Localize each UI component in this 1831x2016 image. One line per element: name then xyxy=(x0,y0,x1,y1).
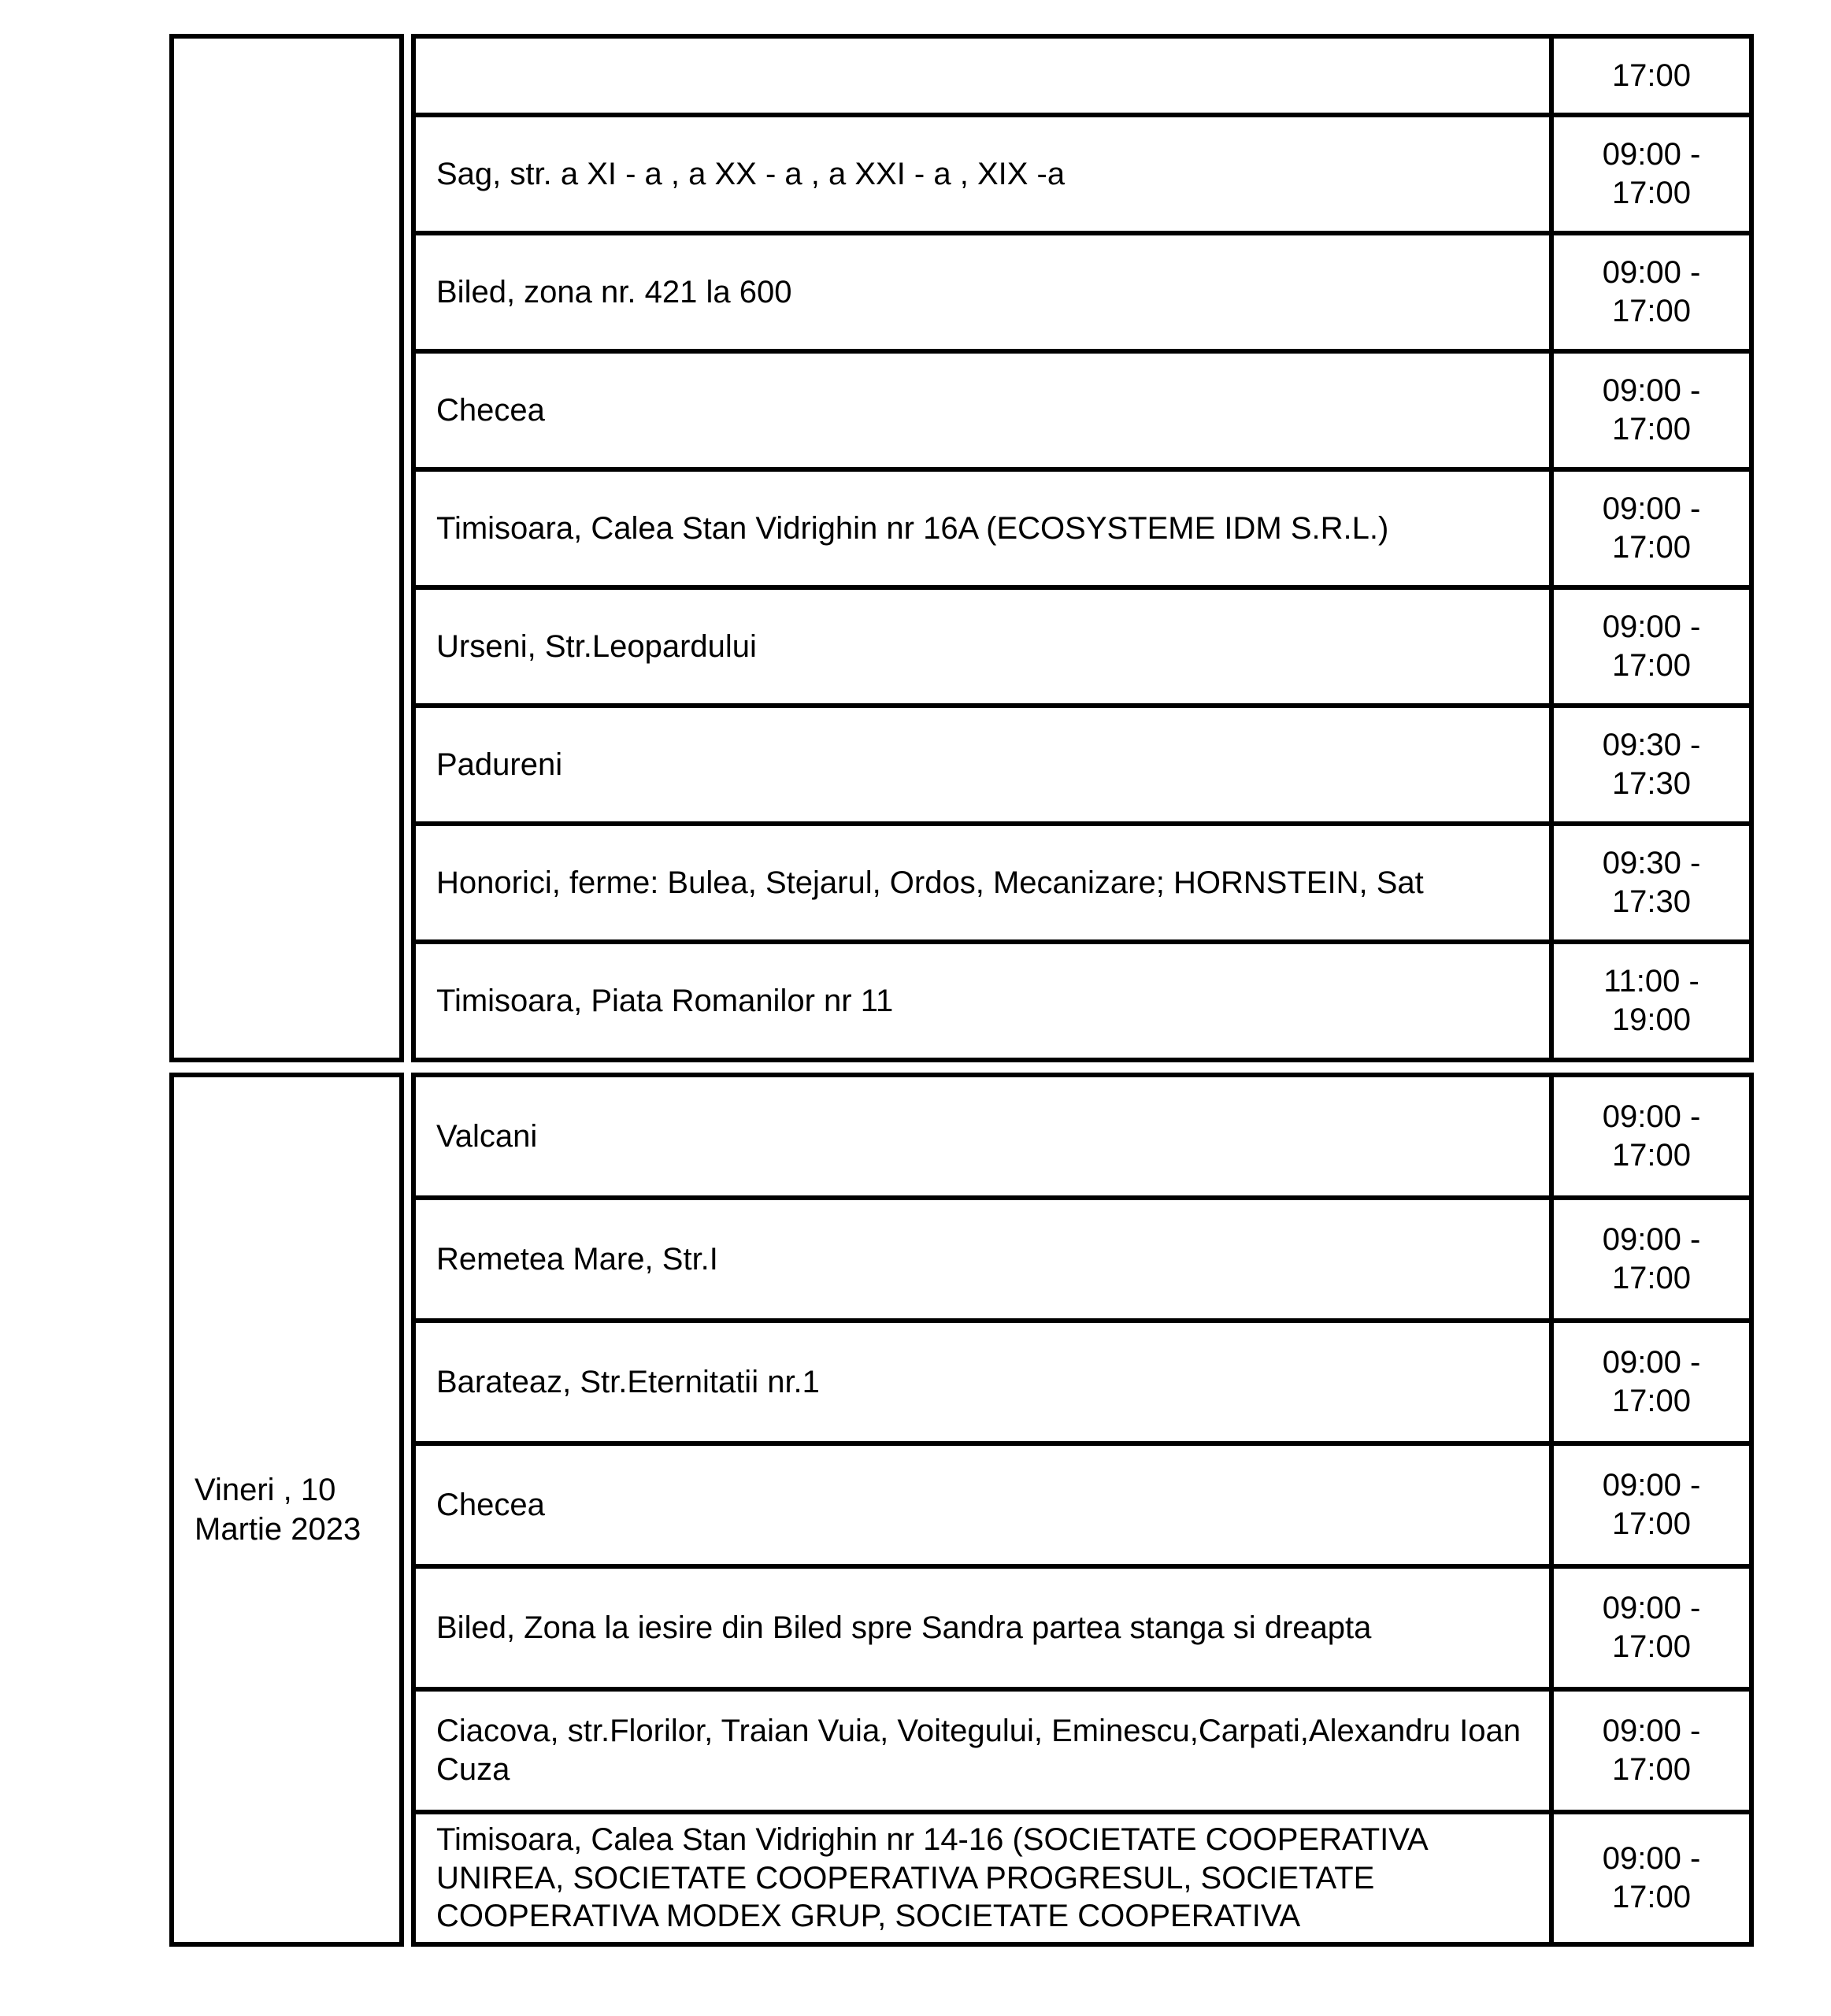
location-cell: Biled, zona nr. 421 la 600 xyxy=(411,231,1554,354)
time-cell: 09:00 - 17:00 xyxy=(1549,1441,1754,1569)
location-cell: Valcani xyxy=(411,1073,1554,1200)
location-cell: Urseni, Str.Leopardului xyxy=(411,585,1554,708)
date-cell xyxy=(169,1073,404,1947)
table-row xyxy=(411,34,1754,117)
time-cell: 17:00 xyxy=(1549,34,1754,117)
table-row xyxy=(411,821,1754,944)
date-label: Vineri , 10 Martie 2023 xyxy=(195,1473,361,1547)
table-row xyxy=(411,939,1754,1062)
schedule-section-1 xyxy=(169,34,1754,1062)
time-cell: 09:00 - 17:00 xyxy=(1549,231,1754,354)
table-row xyxy=(411,1073,1754,1200)
location-cell: Padureni xyxy=(411,703,1554,826)
location-cell: Remetea Mare, Str.I xyxy=(411,1195,1554,1323)
table-row xyxy=(411,703,1754,826)
schedule-table xyxy=(169,34,1754,1947)
schedule-section-2 xyxy=(169,1073,1754,1947)
location-cell: Timisoara, Calea Stan Vidrighin nr 14-16 (SOCIETATE COOPERATIVA UNIREA, SOCIETATE COOPERATIVA PROGRESUL, SOCIETATE COOPERATIVA MODEX GRUP, SOCIETATE COOPERATIVA xyxy=(411,1810,1554,1947)
rows-grid xyxy=(411,34,1754,1062)
time-cell: 09:00 - 17:00 xyxy=(1549,1564,1754,1692)
rows-grid xyxy=(411,1073,1754,1947)
table-row xyxy=(411,1687,1754,1814)
location-cell: Checea xyxy=(411,1441,1554,1569)
table-row xyxy=(411,113,1754,235)
location-cell: Honorici, ferme: Bulea, Stejarul, Ordos, Mecanizare; HORNSTEIN, Sat xyxy=(411,821,1554,944)
time-cell: 09:00 - 17:00 xyxy=(1549,1687,1754,1814)
time-cell: 09:00 - 17:00 xyxy=(1549,585,1754,708)
table-row xyxy=(411,467,1754,590)
table-row xyxy=(411,585,1754,708)
location-cell: Timisoara, Calea Stan Vidrighin nr 16A (ECOSYSTEME IDM S.R.L.) xyxy=(411,467,1554,590)
time-cell: 09:00 - 17:00 xyxy=(1549,1073,1754,1200)
location-cell: Checea xyxy=(411,349,1554,472)
time-cell: 09:00 - 17:00 xyxy=(1549,1810,1754,1947)
table-row xyxy=(411,1195,1754,1323)
table-row xyxy=(411,1810,1754,1947)
table-row xyxy=(411,349,1754,472)
table-row xyxy=(411,1564,1754,1692)
time-cell: 09:00 - 17:00 xyxy=(1549,349,1754,472)
time-cell: 09:30 - 17:30 xyxy=(1549,821,1754,944)
time-cell: 09:00 - 17:00 xyxy=(1549,467,1754,590)
time-cell: 09:00 - 17:00 xyxy=(1549,1318,1754,1446)
time-cell: 09:30 - 17:30 xyxy=(1549,703,1754,826)
date-cell xyxy=(169,34,404,1062)
table-row xyxy=(411,1441,1754,1569)
location-cell: Timisoara, Piata Romanilor nr 11 xyxy=(411,939,1554,1062)
location-cell: Sag, str. a XI - a , a XX - a , a XXI - a , XIX -a xyxy=(411,113,1554,235)
table-row xyxy=(411,231,1754,354)
table-row xyxy=(411,1318,1754,1446)
time-cell: 11:00 - 19:00 xyxy=(1549,939,1754,1062)
location-cell: Ciacova, str.Florilor, Traian Vuia, Voitegului, Eminescu,Carpati,Alexandru Ioan Cuza xyxy=(411,1687,1554,1814)
location-cell: Biled, Zona la iesire din Biled spre Sandra partea stanga si dreapta xyxy=(411,1564,1554,1692)
time-cell: 09:00 - 17:00 xyxy=(1549,113,1754,235)
time-cell: 09:00 - 17:00 xyxy=(1549,1195,1754,1323)
location-cell xyxy=(411,34,1554,117)
location-cell: Barateaz, Str.Eternitatii nr.1 xyxy=(411,1318,1554,1446)
